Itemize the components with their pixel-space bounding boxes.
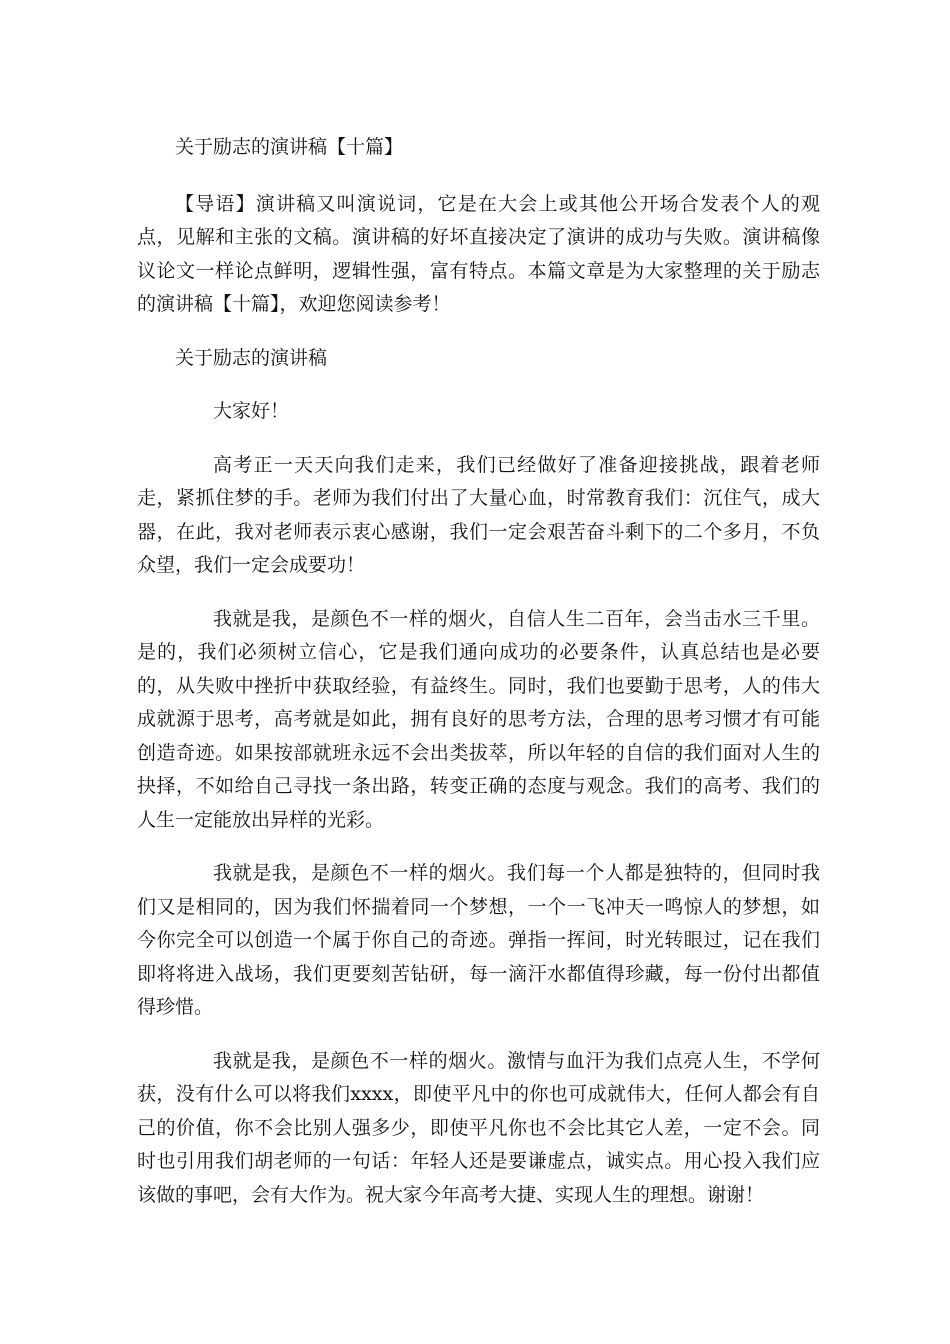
- intro-paragraph: 【导语】演讲稿又叫演说词，它是在大会上或其他公开场合发表个人的观点，见解和主张的文稿。演讲稿的好坏直接决定了演讲的成功与失败。演讲稿像议论文一样论点鲜明，逻辑性强，富有特点。本篇文章是为大家整理的关于励志的演讲稿【十篇】，欢迎您阅读参考！: [137, 192, 820, 315]
- greeting-line: 大家好！: [213, 400, 290, 422]
- document-title: 关于励志的演讲稿【十篇】: [175, 136, 404, 158]
- section-title: 关于励志的演讲稿: [175, 346, 328, 369]
- document-page: [137, 131, 820, 1232]
- body-paragraph: 我就是我，是颜色不一样的烟火。激情与血汗为我们点亮人生，不学何获，没有什么可以将我们xxxx，即使平凡中的你也可成就伟大，任何人都会有自己的价值，你不会比别人强多少，即使平凡你也不会比其它人差，一定不会。同时也引用我们胡老师的一句话：年轻人还是要谦虚点，诚实点。用心投入我们应该做的事吧，会有大作为。祝大家今年高考大捷、实现人生的理想。谢谢！: [137, 1049, 820, 1206]
- body-paragraph: 我就是我，是颜色不一样的烟火。我们每一个人都是独特的，但同时我们又是相同的，因为我们怀揣着同一个梦想，一个一飞冲天一鸣惊人的梦想，如今你完全可以创造一个属于你自己的奇迹。弹指一挥间，时光转眼过，记在我们即将将进入战场，我们更要刻苦钻研，每一滴汗水都值得珍藏，每一份付出都值得珍惜。: [137, 862, 820, 1018]
- body-paragraph: 我就是我，是颜色不一样的烟火，自信人生二百年，会当击水三千里。是的，我们必须树立信心，它是我们通向成功的必要条件，认真总结也是必要的，从失败中挫折中获取经验，有益终生。同时，我们也要勤于思考，人的伟大成就源于思考，高考就是如此，拥有良好的思考方法，合理的思考习惯才有可能创造奇迹。如果按部就班永远不会出类拔萃，所以年轻的自信的我们面对人生的抉择，不如给自己寻找一条出路，转变正确的态度与观念。我们的高考、我们的人生一定能放出异样的光彩。: [137, 607, 820, 831]
- body-paragraph: 高考正一天天向我们走来，我们已经做好了准备迎接挑战，跟着老师走，紧抓住梦的手。老师为我们付出了大量心血，时常教育我们：沉住气，成大器，在此，我对老师表示衷心感谢，我们一定会艰苦奋斗剩下的二个多月，不负众望，我们一定会成要功！: [137, 453, 820, 576]
